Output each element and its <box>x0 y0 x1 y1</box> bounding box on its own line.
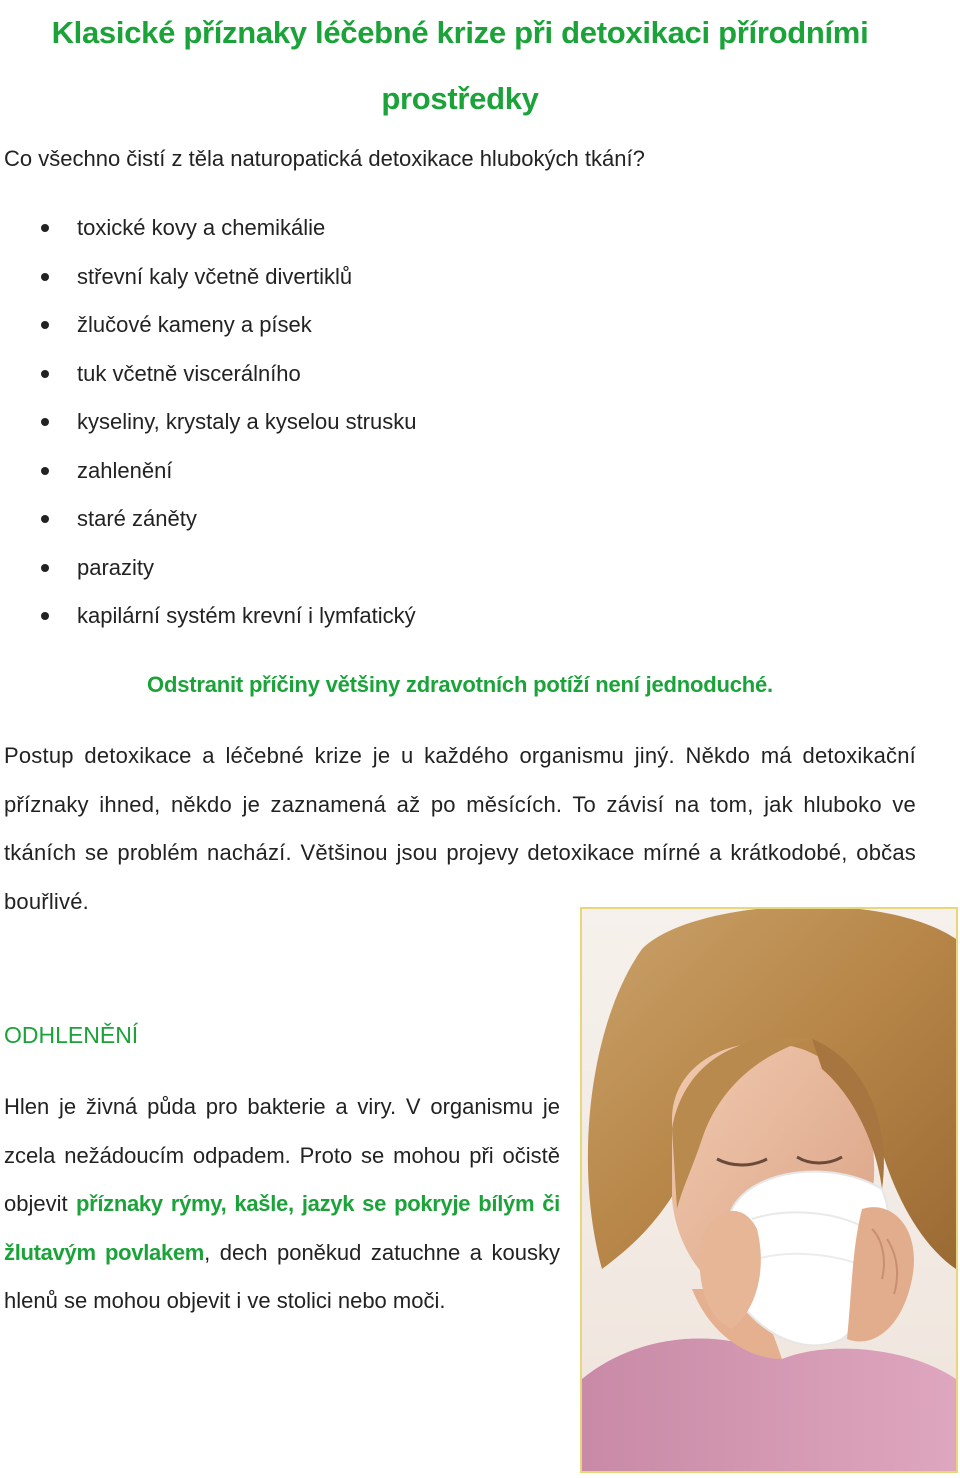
section-text-after: , dech poněkud zatuchne a kousky hlenů se mohou objevit i ve stolici nebo moči. <box>4 1239 560 1313</box>
section-paragraph <box>4 1083 560 1326</box>
title-line-1: Klasické příznaky léčebné krize při detoxikaci přírodními <box>51 15 869 50</box>
bullet-icon <box>41 467 49 475</box>
bullet-icon <box>41 612 49 620</box>
section-highlight: příznaky rýmy, kašle, jazyk se pokryje bílým či žlutavým povlakem <box>4 1191 560 1265</box>
emphasis-statement: Odstranit příčiny většiny zdravotních potíží není jednoduché. <box>147 672 773 697</box>
bullet-icon <box>41 418 49 426</box>
list-item-text: kapilární systém krevní i lymfatický <box>77 603 416 628</box>
list-item <box>0 454 416 503</box>
page-title <box>0 0 920 132</box>
bullet-icon <box>41 370 49 378</box>
list-item <box>0 211 416 260</box>
bullet-icon <box>41 321 49 329</box>
detox-paragraph: Postup detoxikace a léčebné krize je u každého organismu jiný. Někdo má detoxikační příznaky ihned, někdo je zaznamená až po měsících. To závisí na tom, jak hluboko ve tkáních se problém nachází. Většinou jsou projevy detoxikace mírné a krátkodobé, občas bouřlivé. <box>4 743 916 914</box>
title-line-2: prostředky <box>381 81 539 116</box>
list-item <box>0 502 416 551</box>
bullet-icon <box>41 273 49 281</box>
photo-illustration <box>582 909 956 1471</box>
list-item-text: zahlenění <box>77 457 173 483</box>
list-item-text: kyseliny, krystaly a kyselou strusku <box>77 409 417 434</box>
list-item <box>0 357 416 406</box>
section-text-before: Hlen je živná půda pro bakterie a viry. V organismu je zcela nežádoucím odpadem. Proto se mohou při očistě objevit <box>4 1094 560 1216</box>
list-item-text: žlučové kameny a písek <box>77 312 312 337</box>
list-item-text: parazity <box>77 554 155 580</box>
list-item <box>0 260 416 309</box>
list-item <box>0 308 416 357</box>
detox-list <box>0 211 416 648</box>
list-item <box>0 405 416 454</box>
bullet-icon <box>41 564 49 572</box>
list-item <box>0 599 416 648</box>
list-item <box>0 551 416 600</box>
bullet-icon <box>41 515 49 523</box>
sneezing-woman-photo <box>580 907 958 1473</box>
bullet-icon <box>41 224 49 232</box>
list-item-text: tuk včetně viscerálního <box>77 360 301 386</box>
list-item-text: střevní kaly včetně divertiklů <box>77 263 353 289</box>
intro-question: Co všechno čistí z těla naturopatická detoxikace hlubokých tkání? <box>4 146 645 171</box>
list-item-text: toxické kovy a chemikálie <box>77 215 326 240</box>
list-item-text: staré záněty <box>77 506 197 531</box>
section-heading: ODHLENĚNÍ <box>4 1022 139 1048</box>
